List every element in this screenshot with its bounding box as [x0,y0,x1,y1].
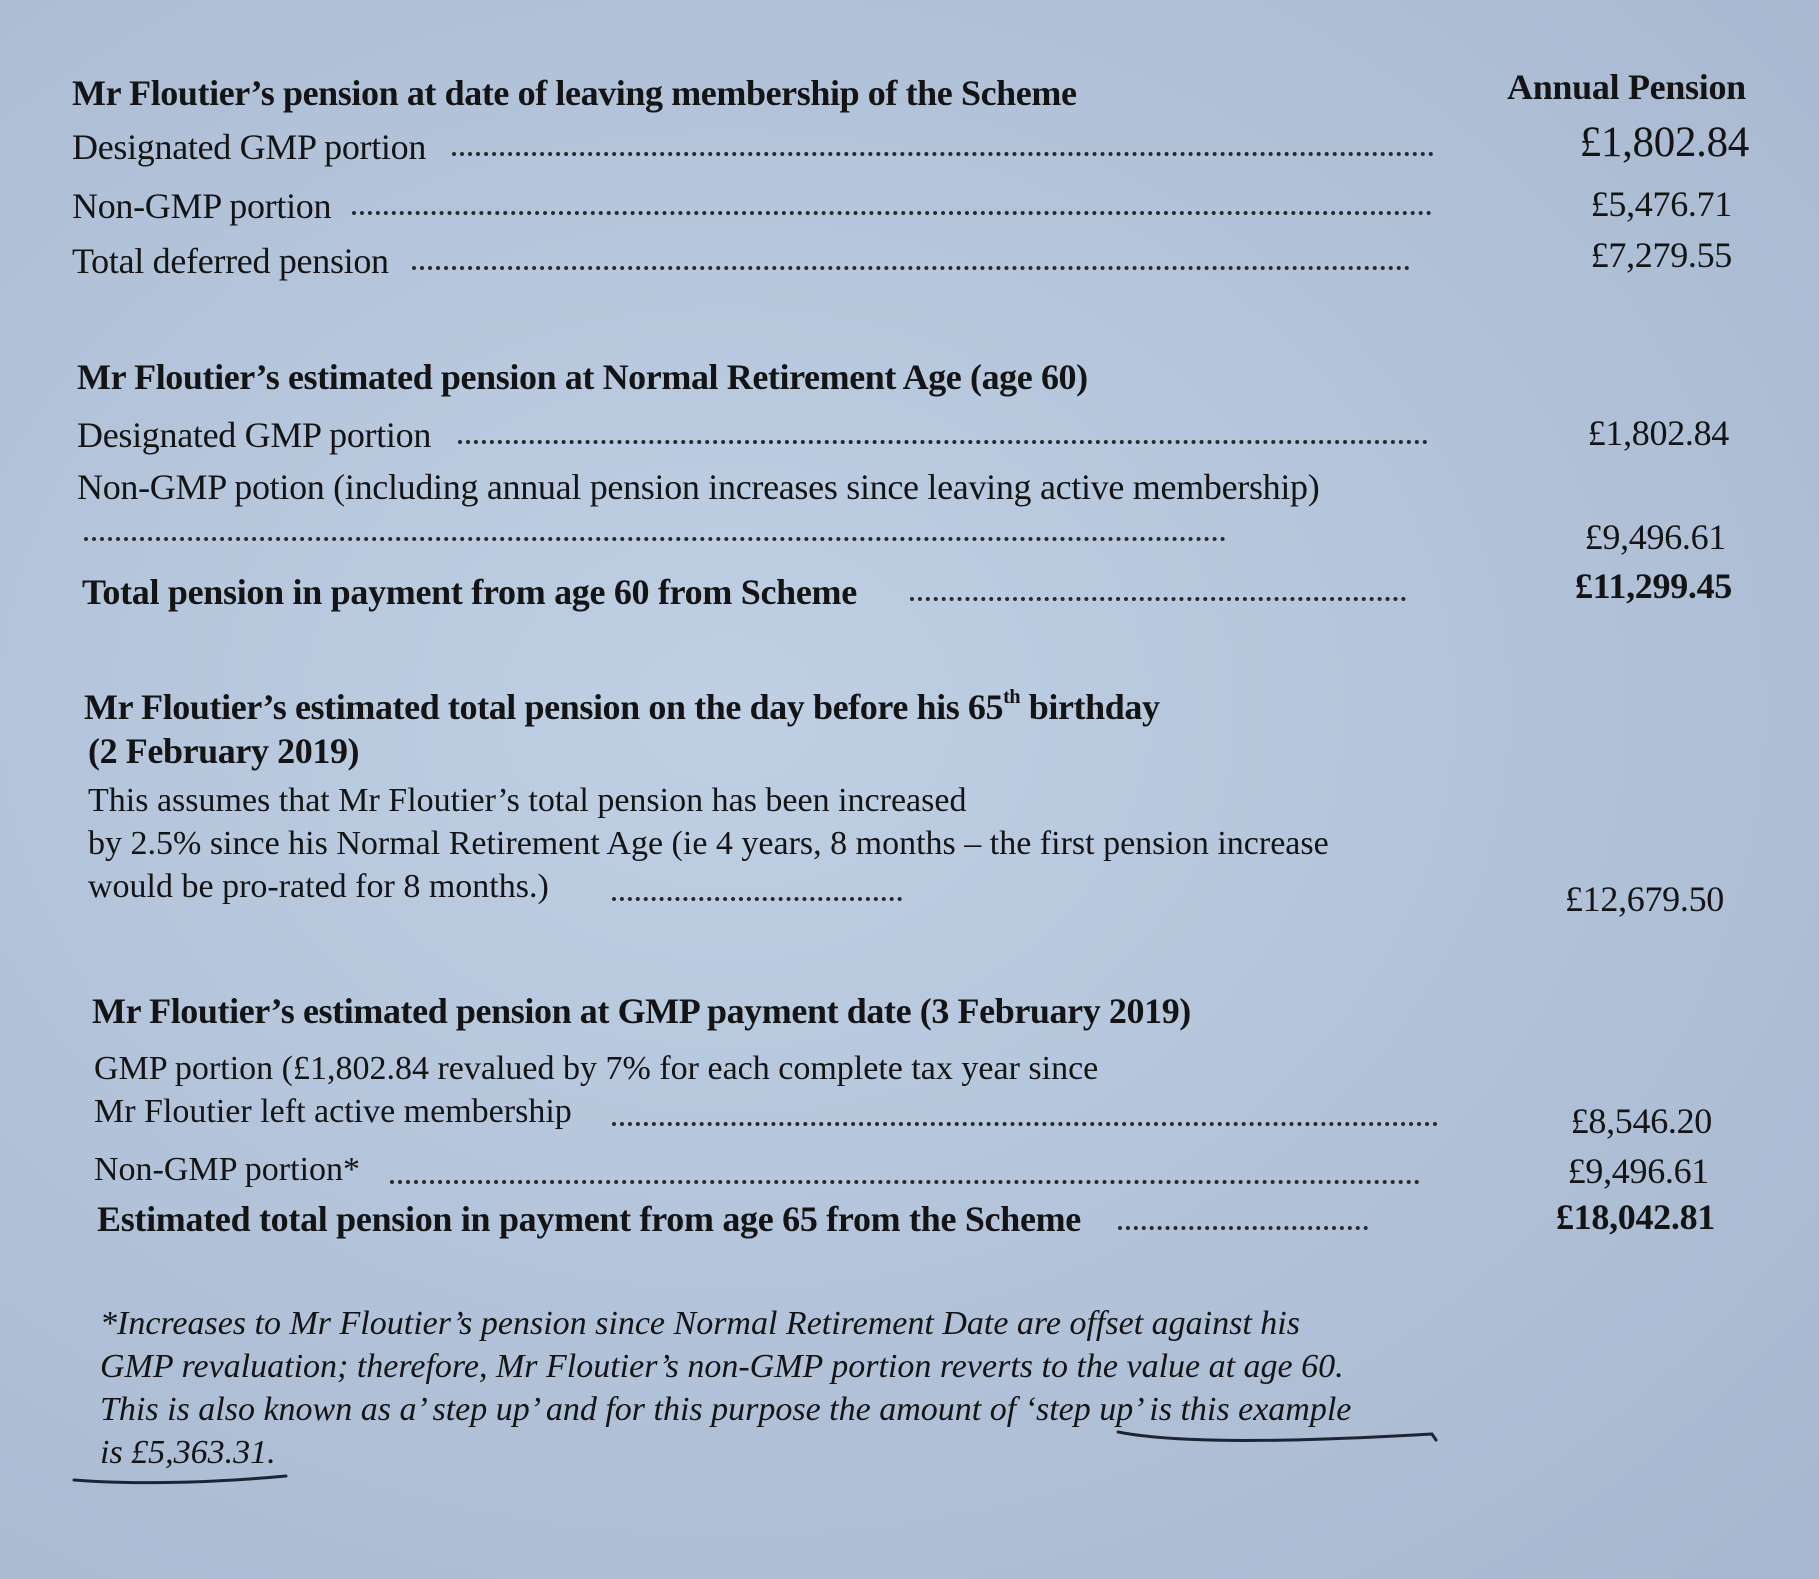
section4-gmp-line2: Mr Floutier left active membership [94,1093,572,1130]
section4-gmp-line1: GMP portion (£1,802.84 revalued by 7% for each complete tax year since [94,1050,1099,1087]
section2-row-total-amount: £11,299.45 [1574,566,1732,606]
ink-underline-step-up [1118,1432,1436,1441]
footnote-line1: *Increases to Mr Floutier’s pension since Normal Retirement Date are offset against his [100,1305,1300,1342]
section1-heading: Mr Floutier’s pension at date of leaving membership of the Scheme [72,73,1077,113]
section2-row-nongmp-amount: £9,496.61 [1584,517,1726,557]
footnote-line2: GMP revaluation; therefore, Mr Floutier’s non-GMP portion reverts to the value at age 60. [100,1348,1344,1385]
section1-row-gmp-label: Designated GMP portion [72,127,427,167]
section3-amount: £12,679.50 [1564,879,1724,919]
section1-row-nongmp-amount: £5,476.71 [1590,184,1732,224]
section2-row-nongmp-label: Non-GMP potion (including annual pension increases since leaving active membership) [77,467,1320,507]
section2-heading: Mr Floutier’s estimated pension at Normal Retirement Age (age 60) [77,357,1088,397]
footnote-line4: is £5,363.31. [100,1434,276,1471]
annual-pension-column-header: Annual Pension [1507,67,1746,107]
section3-text-line2: by 2.5% since his Normal Retirement Age (ie 4 years, 8 months – the first pension increase [88,825,1329,862]
section2-row-gmp-amount: £1,802.84 [1587,413,1729,453]
section3-heading-date: (2 February 2019) [88,731,360,771]
section4-total-amount: £18,042.81 [1555,1197,1715,1237]
section3-text-line1: This assumes that Mr Floutier’s total pension has been increased [88,782,967,819]
section4-total-label: Estimated total pension in payment from age 65 from the Scheme [97,1199,1081,1239]
ordinal-suffix: th [1003,686,1021,708]
section2-row-gmp-label: Designated GMP portion [77,415,432,455]
ink-underline-amount [74,1476,286,1483]
section1-row-total-amount: £7,279.55 [1590,235,1732,275]
section2-row-total-label: Total pension in payment from age 60 from Scheme [82,572,857,612]
section4-heading: Mr Floutier’s estimated pension at GMP payment date (3 February 2019) [92,991,1191,1031]
section3-heading-text: Mr Floutier’s estimated total pension on the day before his 65 [84,687,1004,727]
section4-gmp-amount: £8,546.20 [1570,1101,1712,1141]
section4-nongmp-amount: £9,496.61 [1567,1151,1709,1191]
footnote-line3: This is also known as a’ step up’ and for this purpose the amount of ‘step up’ is this example [100,1391,1352,1428]
section1-row-gmp-amount: £1,802.84 [1579,119,1749,166]
section3-heading-text-end: birthday [1020,687,1160,727]
section3-text-line3: would be pro-rated for 8 months.) [88,868,549,905]
section1-row-nongmp-label: Non-GMP portion [72,186,332,226]
section1-row-total-label: Total deferred pension [72,241,389,281]
section4-nongmp-label: Non-GMP portion* [94,1151,361,1188]
